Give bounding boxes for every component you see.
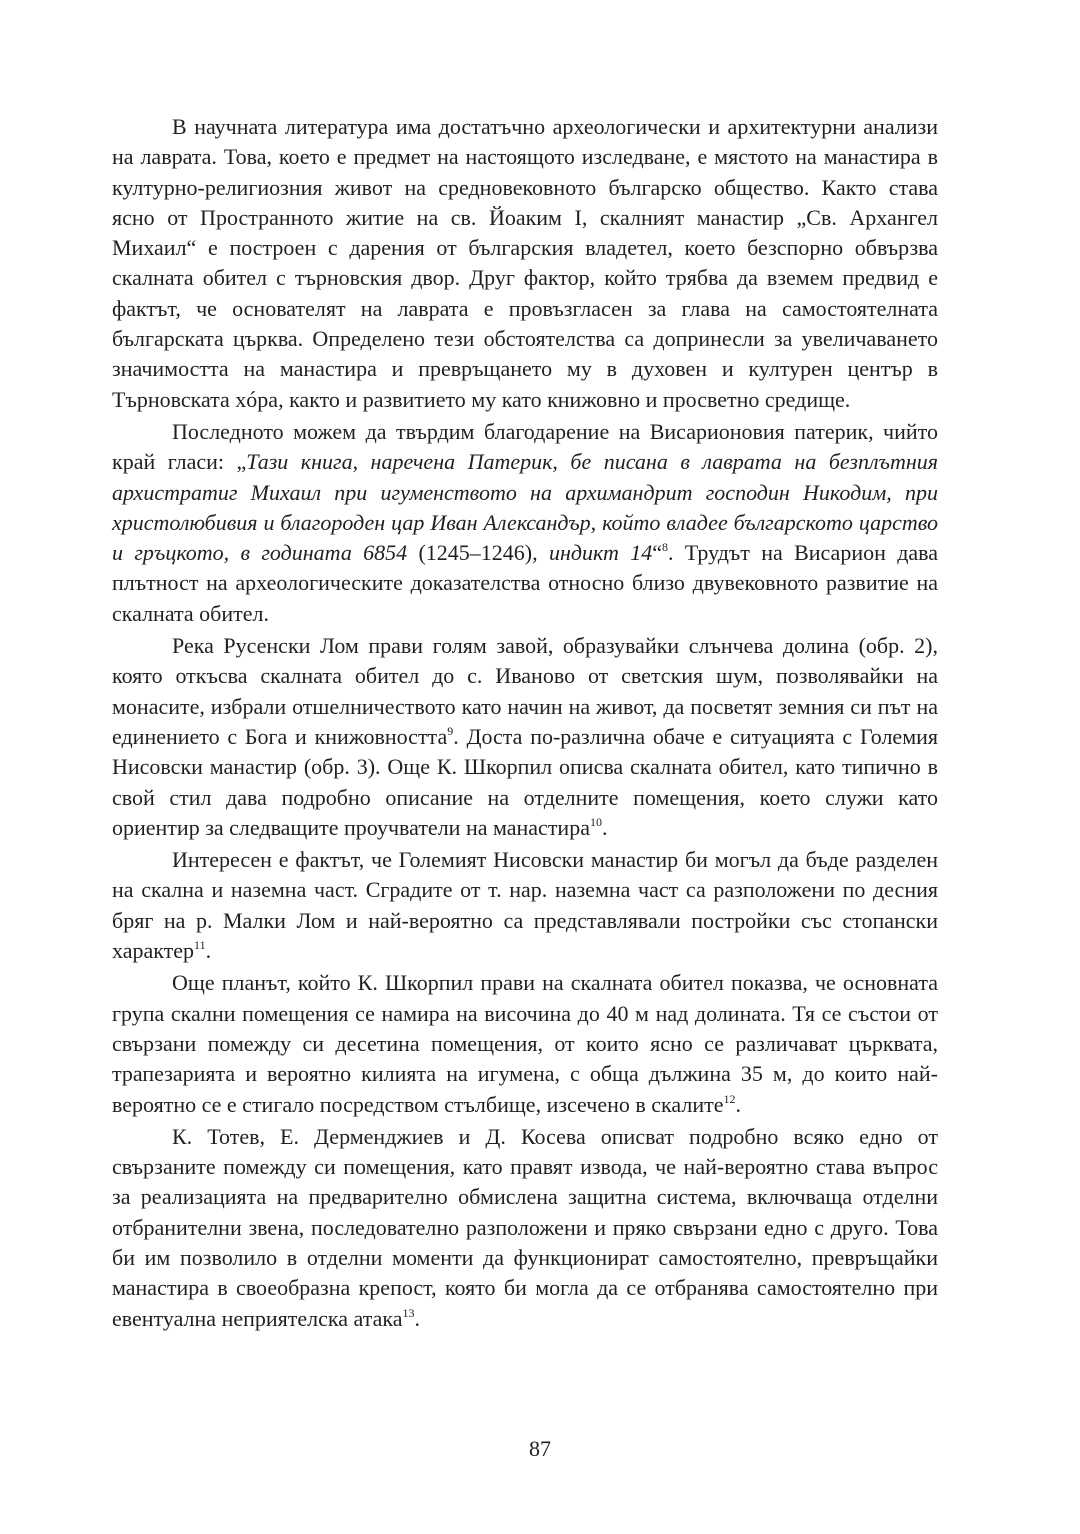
paragraph-4-part-a: Интересен е фактът, че Големият Нисовски манастир би могъл да бъде разделен на скална и наземна част. Сградите от т. нар. наземна част са разположени по десния бряг на р. Малки Лом и най-вероятно са представлявали постройки със стопански характер [112,847,938,964]
paragraph-5-part-a: Още планът, който К. Шкорпил прави на скалната обител показва, че основната група скални помещения се намира на височина до 40 м над долината. Тя се състои от свързани помежду си десетина помещения, от които ясно се различават църквата, трапезарията и вероятно килията на игумена, с обща дължина 35 м, до които най-вероятно се е стигало посредством стълбище, изсечено в скалите [112,970,938,1117]
footnote-ref-8: 8 [661,540,668,555]
paragraph-5 [112,968,938,1119]
patericon-indict: , индикт 14 [532,540,653,566]
paragraph-2-start: Последното можем да твърдим благодарение на Висарионовия патерик, чийто край гласи: „ [112,418,938,475]
paragraph-4-part-b: . [205,938,212,964]
paragraph-3-part-b: . Доста по-различна обаче е ситуацията с Големия Нисовски манастир (обр. 3). Още К. Шкорпил описва скалната обител, като типично в свой стил дава подробно описание на отделните помещения, което служи като ориентир за следващите проучватели на манастира [112,723,939,840]
paragraph-3-part-c: . [601,814,608,840]
footnote-ref-12: 12 [723,1091,736,1106]
paragraph-6-part-a: К. Тотев, Е. Дерменджиев и Д. Косева описват подробно всяко едно от свързаните помежду си помещения, като правят извода, че най-вероятно става въпрос за реализацията на предварително обмислена защитна система, включваща отделни отбранителни звена, последователно разположени и пряко свързани едно с друго. Това би им позволило в отделни моменти да функционират самостоятелно, превръщайки манастира в своеобразна крепост, която би могла да се отбранява самостоятелно при евентуална неприятелска атака [112,1123,938,1331]
footnote-ref-9: 9 [447,723,454,738]
paragraph-6 [112,1122,938,1334]
page-number: 87 [529,1436,551,1461]
paragraph-2-end: . Трудът на Висарион дава плътност на археологическите доказателства относно близо двувековното развитие на скалната обител. [112,540,939,626]
paragraph-6-part-b: . [414,1305,420,1331]
paragraph-4 [112,845,938,966]
paragraph-1-text: В научната литература има достатъчно археологически и архитектурни анализи на лаврата. Това, което е предмет на настоящото изследване, е мястото на манастира в културно-религиозния живот на средновековното българско общество. Както става ясно от Пространното житие на св. Йоаким I, скалният манастир „Св. Архангел Михаил“ е построен с дарения от българския владетел, което безспорно обвързва скалната обител с търновския двор. Друг фактор, който трябва да вземем предвид е фактът, че основателят на лаврата е провъзгласен за глава на самостоятелната българската църква. Определено тези обстоятелства са допринесли за увеличаването значимостта на манастира и превръщането му в духовен и културен център в Търновската хóра, както и развитието му като книжовно и просветно средище. [112,114,938,412]
paragraph-1 [112,112,938,415]
paragraph-3 [112,631,938,843]
page-body [112,112,938,1334]
patericon-quote: Тази книга, наречена Патерик, бе писана в лаврата на безплътния архистратиг Михаил при игуменството на архимандрит господин Никодим, при христолюбивия и благороден цар Иван Александър, който владее българското царство и гръцкото, в годината 6854 [112,449,938,566]
paragraph-5-part-b: . [735,1091,741,1117]
paragraph-3-part-a: Река Русенски Лом прави голям завой, образувайки слънчева долина (обр. 2), която откъсва скалната обител до с. Иваново от светския шум, позволявайки на монасите, избрали отшелничеството като начин на живот, да посветят земния си път на единението с Бога и книжовността [112,633,938,749]
footnote-ref-10: 10 [589,814,602,829]
patericon-years: (1245–1246) [407,540,533,566]
footnote-ref-13: 13 [402,1305,415,1320]
quote-close: “ [652,540,662,566]
paragraph-2 [112,417,938,629]
footnote-ref-11: 11 [194,938,206,953]
